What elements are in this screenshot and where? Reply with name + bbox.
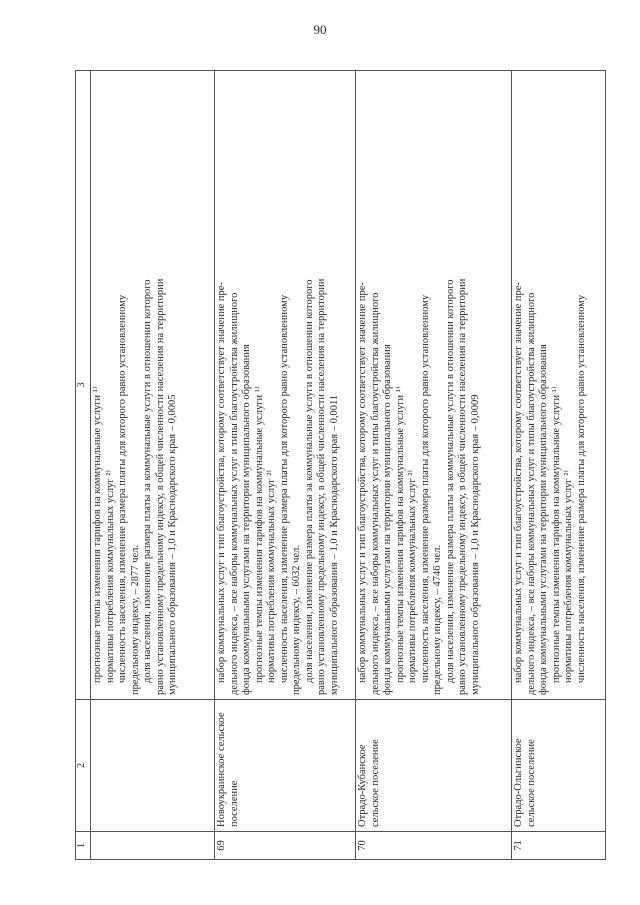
description-line: численность населения, изменение размера платы для которого равно установленному	[575, 294, 587, 683]
indicator-description	[215, 71, 356, 700]
indicator-description	[512, 71, 606, 700]
row-number: 69	[215, 832, 356, 860]
indicator-description	[91, 71, 215, 700]
description-line: численность населения, изменение размера платы для которого равно установленному	[278, 294, 290, 683]
table-row	[512, 71, 606, 860]
municipal-indices-table	[75, 70, 606, 860]
description-line: муниципального образования – 1,0 и Краснодарского края – 0,0011	[328, 394, 340, 695]
municipality-name: Отрадо-Кубанское сельское поселение	[356, 700, 512, 832]
description-line: дельного индекса, – все наборы коммунальных услуг и типы благоустройства жилищного	[525, 292, 537, 695]
description-line: фонда коммунальными услугами на территории муниципального образования	[382, 344, 393, 695]
description-line: прогнозные темпы изменения тарифов на коммунальные услуги ¹⁾	[394, 386, 406, 683]
column-header-3: 3	[76, 71, 91, 700]
description-line: прогнозные темпы изменения тарифов на коммунальные услуги ¹⁾	[253, 386, 265, 683]
description-line: равно установленному предельному индексу, в общей численности населения на территории	[154, 278, 166, 695]
description-line: нормативы потребления коммунальных услуг ²⁾	[104, 470, 116, 683]
row-number: 71	[512, 832, 606, 860]
description-line: нормативы потребления коммунальных услуг ²⁾	[563, 470, 574, 683]
description-line: дельного индекса, – все наборы коммунальных услуг и типы благоустройства жилищного	[228, 292, 240, 695]
description-line: нормативы потребления коммунальных услуг ²⁾	[266, 470, 277, 683]
description-line: набор коммунальных услуг и тип благоустройства, которому соответствует значение пре-	[513, 282, 524, 683]
description-line: дельного индекса, – все наборы коммунальных услуг и типы благоустройства жилищного	[369, 292, 381, 695]
row-number	[91, 832, 215, 860]
description-line: фонда коммунальными услугами на территории муниципального образования	[241, 344, 252, 695]
table-row	[91, 71, 215, 860]
description-line: предельному индексу, – 6032 чел.	[291, 545, 302, 695]
page-number: 90	[313, 22, 327, 37]
table-row	[356, 71, 512, 860]
description-line: муниципального образования – 1,0 и Краснодарского края – 0,0009	[469, 394, 481, 695]
municipality-name: Отрадо-Ольгинское сельское поселение	[512, 700, 606, 832]
row-number: 70	[356, 832, 512, 860]
description-line: набор коммунальных услуг и тип благоустройства, которому соответствует значение пре-	[216, 282, 227, 683]
description-line: фонда коммунальными услугами на территории муниципального образования	[538, 344, 549, 695]
description-line: равно установленному предельному индексу, в общей численности населения на территории	[316, 278, 327, 695]
table-row	[215, 71, 356, 860]
description-line: численность населения, изменение размера платы для которого равно установленному	[419, 294, 431, 683]
description-line: муниципального образования – 1,0 и Краснодарского края – 0,0005	[167, 394, 178, 695]
description-line: доля населения, изменение размера платы за коммунальные услуги в отношении которого	[303, 279, 315, 683]
column-header-1: 1	[76, 832, 91, 860]
description-line: нормативы потребления коммунальных услуг ²⁾	[407, 470, 418, 683]
rotated-table-area	[75, 70, 600, 860]
description-line: доля населения, изменение размера платы за коммунальные услуги в отношении которого	[444, 279, 456, 683]
description-line: доля населения, изменение размера платы за коммунальные услуги в отношении которого	[142, 279, 153, 683]
description-line: численность населения, изменение размера платы для которого равно установленному	[117, 294, 128, 683]
description-line: предельному индексу, – 4746 чел.	[432, 545, 443, 695]
municipality-name: Новоукраинское сельское поселение	[215, 700, 356, 832]
indicator-description	[356, 71, 512, 700]
table-header-row	[76, 71, 91, 860]
description-line: равно установленному предельному индексу, в общей численности населения на территории	[457, 278, 468, 695]
description-line: прогнозные темпы изменения тарифов на коммунальные услуги ¹⁾	[92, 386, 103, 683]
description-line: набор коммунальных услуг и тип благоустройства, которому соответствует значение пре-	[357, 282, 368, 683]
description-line: прогнозные темпы изменения тарифов на коммунальные услуги ¹⁾	[550, 386, 562, 683]
column-header-2: 2	[76, 700, 91, 832]
rotated-table-frame	[75, 70, 600, 860]
municipality-name	[91, 700, 215, 832]
description-line: предельному индексу, – 2877 чел.	[129, 545, 141, 695]
